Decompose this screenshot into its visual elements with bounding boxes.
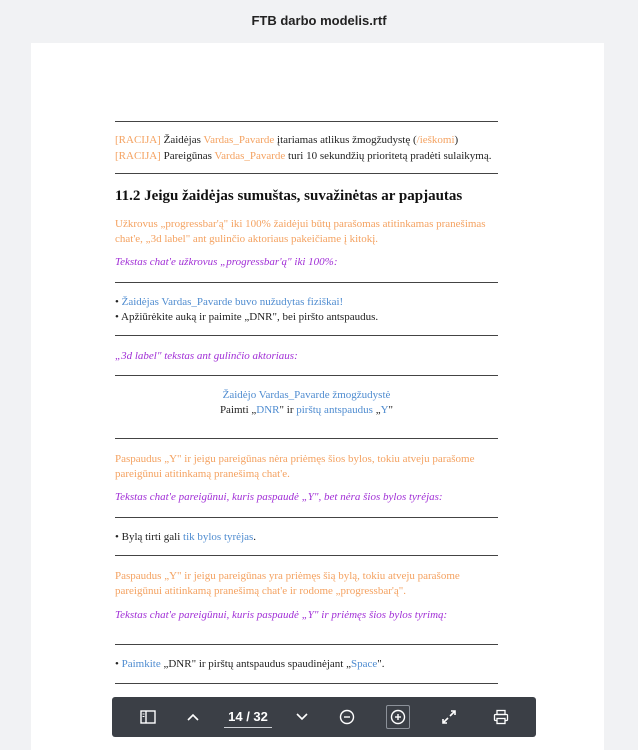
print-button[interactable]: [489, 705, 513, 729]
divider: [115, 683, 498, 684]
bullet-2: • Apžiūrėkite auką ir paimite „DNR", bei piršto antspaudus.: [115, 311, 379, 323]
window-title: FTB darbo modelis.rtf: [251, 13, 387, 28]
zoom-in-button[interactable]: [386, 705, 410, 729]
label-line-2: Paimti „DNR" ir pirštų antspaudus „Y": [219, 404, 394, 416]
label-title: „3d label" tekstas ant gulinčio aktoriaus:: [115, 350, 298, 362]
paragraph-accepted: Paspaudus „Y" ir jeigu pareigūnas yra priėmęs šią bylą, tokiu atveju parašome pareigūnui atitinkamą pranešimą chat'e ir rodome „progressbar'ą".: [115, 570, 460, 597]
bullet-3: • Bylą tirti gali tik bylos tyrėjas.: [115, 531, 257, 543]
zoom-in-icon: [390, 709, 406, 725]
zoom-out-button[interactable]: [335, 705, 359, 729]
print-icon: [493, 709, 509, 725]
divider: [115, 555, 498, 556]
sidebar-icon: [140, 710, 156, 724]
divider: [115, 335, 498, 336]
section-heading: 11.2 Jeigu žaidėjas sumuštas, suvažinėtas ar papjautas: [115, 188, 463, 204]
command: /ieškomi: [416, 134, 455, 146]
divider: [115, 517, 498, 518]
chat-title-1: Tekstas chat'e užkrovus „progressbar'ą" iki 100%:: [115, 256, 338, 268]
chevron-down-icon: [296, 713, 308, 721]
player-name: Vardas_Pavarde: [214, 150, 286, 162]
previous-page-button[interactable]: [181, 705, 205, 729]
bullet-1: • Žaidėjas Vardas_Pavarde buvo nužudytas fiziškai!: [115, 296, 344, 308]
bullet-4: • Paimkite „DNR" ir pirštų antspaudus spaudinėjant „Space".: [115, 658, 385, 670]
zoom-out-icon: [339, 709, 355, 725]
sidebar-toggle-button[interactable]: [136, 705, 160, 729]
document-page: [31, 43, 604, 750]
fullscreen-icon: [441, 709, 457, 725]
racija-tag: [RACIJA]: [115, 134, 161, 146]
paragraph-not-accepted: Paspaudus „Y" ir jeigu pareigūnas nėra priėmęs šios bylos, tokiu atveju parašome pareigūnui atitinkamą pranešimą chat'e.: [115, 453, 475, 480]
divider: [115, 121, 498, 122]
racija-line-2: [RACIJA] Pareigūnas Vardas_Pavarde turi 10 sekundžių prioritetą pradėti sulaikymą.: [115, 150, 492, 162]
page-indicator[interactable]: 14 / 32: [228, 709, 268, 724]
page-indicator-underline: [224, 727, 272, 728]
chevron-up-icon: [187, 713, 199, 721]
pdf-toolbar: [112, 697, 536, 737]
chat-title-3: Tekstas chat'e pareigūnui, kuris paspaudė „Y" ir priėmęs šios bylos tyrimą:: [115, 609, 448, 621]
divider: [115, 282, 498, 283]
player-name: Vardas_Pavarde: [203, 134, 275, 146]
divider: [115, 644, 498, 645]
fullscreen-button[interactable]: [437, 705, 461, 729]
label-line-1: Žaidėjo Vardas_Pavarde žmogžudystė: [222, 389, 391, 401]
divider: [115, 438, 498, 439]
divider: [115, 375, 498, 376]
racija-tag: [RACIJA]: [115, 150, 161, 162]
intro-paragraph: Užkrovus „progressbar'ą" iki 100% žaidėjui būtų parašomas atitinkamas pranešimas chat'e, „3d label" ant gulinčio aktoriaus pakeičiame į kitokį.: [115, 218, 486, 245]
racija-line-1: [RACIJA] Žaidėjas Vardas_Pavarde įtariamas atlikus žmogžudystę (/ieškomi): [115, 134, 459, 146]
next-page-button[interactable]: [290, 705, 314, 729]
divider: [115, 173, 498, 174]
chat-title-2: Tekstas chat'e pareigūnui, kuris paspaudė „Y", bet nėra šios bylos tyrėjas:: [115, 491, 443, 503]
page-current: 14: [228, 709, 243, 724]
page-total: 32: [253, 709, 268, 724]
